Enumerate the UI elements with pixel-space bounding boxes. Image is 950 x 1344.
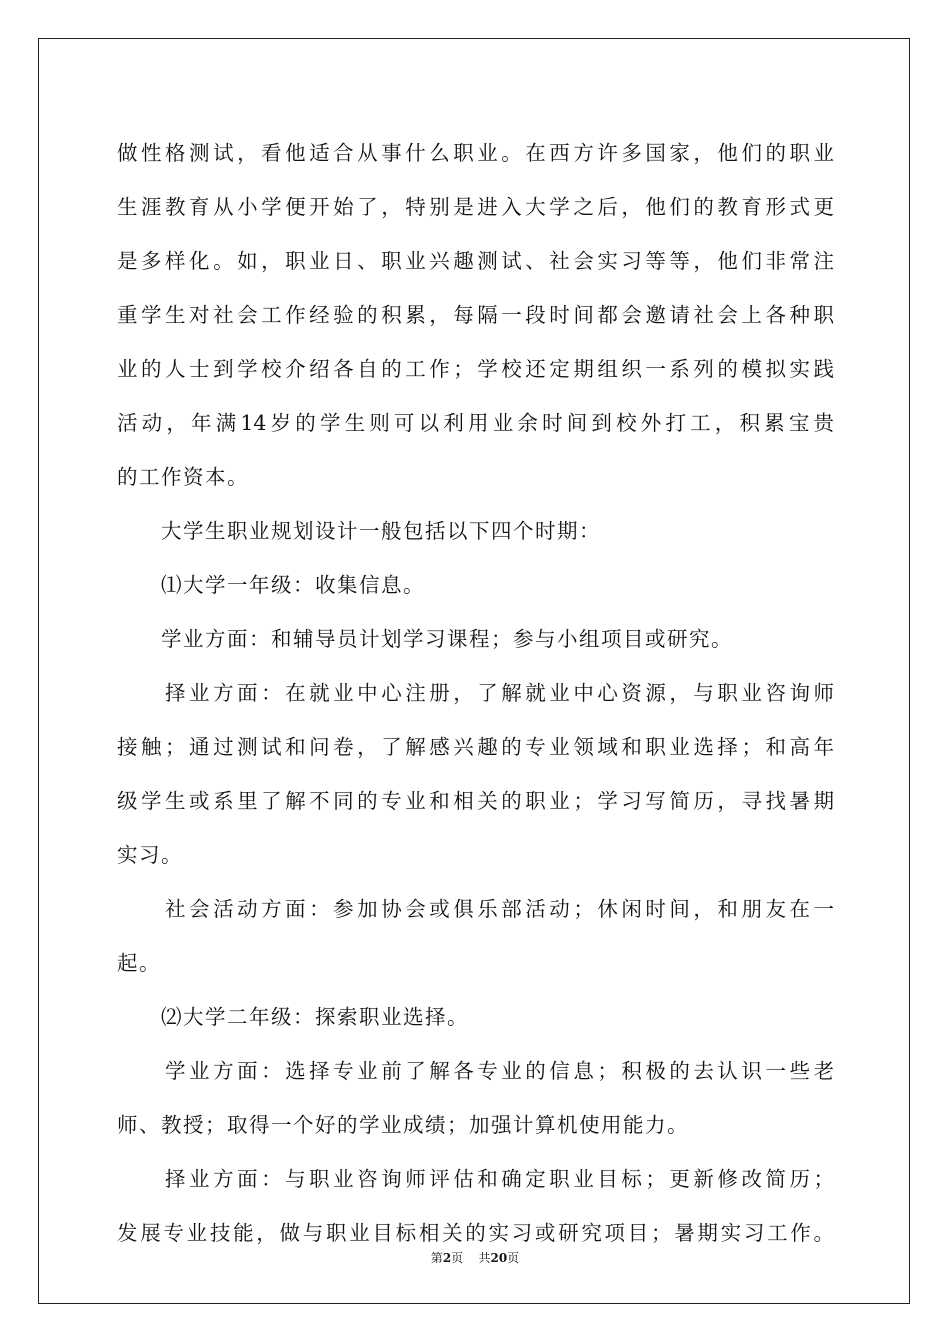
- text-line: ⑴大学一年级：收集信息。: [117, 573, 425, 597]
- page-prefix: 第: [430, 1251, 443, 1265]
- text-line: 择业方面：与职业咨询师评估和确定职业目标；更新修改简历；: [117, 1167, 834, 1191]
- text-line: 大学生职业规划设计一般包括以下四个时期：: [117, 519, 601, 543]
- text-line: 择业方面：在就业中心注册，了解就业中心资源，与职业咨询师: [117, 681, 834, 705]
- text-line: 学业方面：选择专业前了解各专业的信息；积极的去认识一些老: [117, 1059, 834, 1083]
- text-line: 是多样化。如，职业日、职业兴趣测试、社会实习等等，他们非常注: [117, 249, 834, 273]
- text-line: 重学生对社会工作经验的积累，每隔一段时间都会邀请社会上各种职: [117, 303, 834, 327]
- text-line: 做性格测试，看他适合从事什么职业。在西方许多国家，他们的职业: [117, 141, 834, 165]
- text-line: 生涯教育从小学便开始了，特别是进入大学之后，他们的教育形式更: [117, 195, 834, 219]
- text-line: 级学生或系里了解不同的专业和相关的职业；学习写简历，寻找暑期: [117, 789, 834, 813]
- page-suffix: 页: [451, 1251, 464, 1265]
- text-line: 学业方面：和辅导员计划学习课程；参与小组项目或研究。: [117, 627, 733, 651]
- text-line: 师、教授；取得一个好的学业成绩；加强计算机使用能力。: [117, 1113, 689, 1137]
- total-pages: 20: [490, 1251, 508, 1265]
- text-line: 活动，年满14岁的学生则可以利用业余时间到校外打工，积累宝贵: [117, 411, 834, 435]
- text-line: 起。: [117, 951, 161, 975]
- text-line: 接触；通过测试和问卷，了解感兴趣的专业领域和职业选择；和高年: [117, 735, 834, 759]
- total-prefix: 共: [478, 1251, 491, 1265]
- page-number: 2: [442, 1251, 452, 1265]
- document-body: [117, 126, 834, 1260]
- text-line: 实习。: [117, 843, 183, 867]
- total-suffix: 页: [507, 1251, 520, 1265]
- text-line: 发展专业技能，做与职业目标相关的实习或研究项目；暑期实习工作。: [117, 1221, 834, 1245]
- text-line: ⑵大学二年级：探索职业选择。: [117, 1005, 469, 1029]
- text-line: 的工作资本。: [117, 465, 249, 489]
- page-footer: [0, 1250, 950, 1266]
- text-line: 社会活动方面：参加协会或俱乐部活动；休闲时间，和朋友在一: [117, 897, 834, 921]
- text-line: 业的人士到学校介绍各自的工作；学校还定期组织一系列的模拟实践: [117, 357, 834, 381]
